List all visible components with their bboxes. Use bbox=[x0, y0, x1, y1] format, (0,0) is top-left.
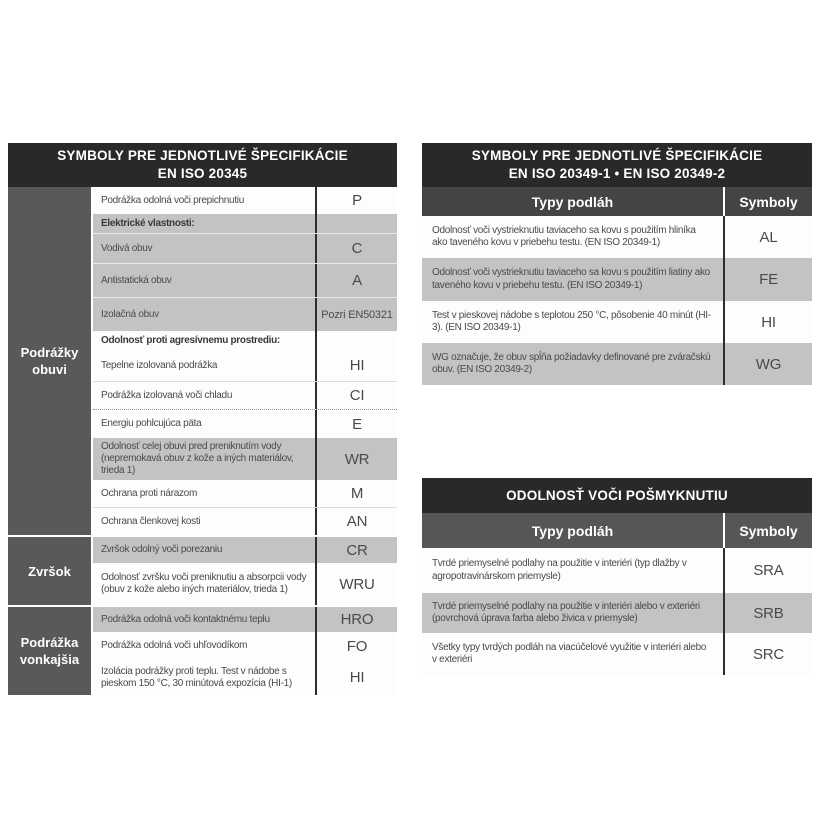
category-rows bbox=[93, 607, 397, 695]
table-row bbox=[422, 301, 812, 343]
spec-table-en-iso-20349 bbox=[422, 143, 812, 385]
column-header-floor-types: Typy podláh bbox=[531, 522, 614, 539]
table-row bbox=[422, 258, 812, 301]
table-row bbox=[93, 187, 397, 214]
row-symbol: SRB bbox=[723, 593, 812, 633]
rt1-rows bbox=[422, 216, 812, 385]
table-row bbox=[93, 480, 397, 508]
row-symbol: SRC bbox=[723, 633, 812, 675]
row-symbol bbox=[315, 214, 397, 233]
table-row bbox=[93, 214, 397, 234]
row-symbol: HI bbox=[315, 660, 397, 695]
table-title-line: SYMBOLY PRE JEDNOTLIVÉ ŠPECIFIKÁCIE bbox=[57, 148, 348, 163]
row-symbol: HI bbox=[723, 301, 812, 343]
table-row bbox=[422, 593, 812, 633]
row-symbol: Pozri EN50321 bbox=[315, 298, 397, 331]
row-symbol: FO bbox=[315, 632, 397, 660]
row-symbol: HI bbox=[315, 350, 397, 381]
table-row bbox=[422, 216, 812, 258]
row-description: Podrážka izolovaná voči chladu bbox=[101, 389, 233, 401]
row-description: Izolácia podrážky proti teplu. Test v nádobe s pieskom 150 °C, 30 minútová expozícia (HI-1) bbox=[101, 665, 292, 689]
table-row bbox=[93, 563, 397, 605]
table-row bbox=[93, 298, 397, 331]
row-description: Energiu pohlcujúca päta bbox=[101, 418, 202, 429]
table-row bbox=[93, 607, 397, 632]
row-description: Zvršok odolný voči porezaniu bbox=[101, 544, 223, 555]
row-symbol: P bbox=[315, 187, 397, 214]
row-symbol: A bbox=[315, 264, 397, 297]
slip-resistance-table bbox=[422, 478, 812, 675]
row-symbol: SRA bbox=[723, 548, 812, 593]
table-row bbox=[93, 537, 397, 563]
right-table-2-header bbox=[422, 478, 812, 513]
left-table-header bbox=[8, 143, 397, 187]
table-row bbox=[93, 508, 397, 535]
row-description: Elektrické vlastnosti: bbox=[101, 217, 195, 229]
column-header-symbols: Symboly bbox=[723, 513, 812, 548]
row-description: WG označuje, že obuv spĺňa požiadavky definované pre zváračskú obuv. (EN ISO 20349-2) bbox=[432, 351, 711, 375]
row-symbol: AL bbox=[723, 216, 812, 258]
row-symbol bbox=[315, 331, 397, 350]
row-description: Tepelne izolovaná podrážka bbox=[101, 359, 218, 371]
table-row bbox=[93, 234, 397, 264]
table-title-line: SYMBOLY PRE JEDNOTLIVÉ ŠPECIFIKÁCIE bbox=[471, 148, 763, 163]
row-description: Podrážka odolná voči uhľovodíkom bbox=[101, 640, 248, 651]
table-row bbox=[93, 660, 397, 695]
table-row bbox=[93, 382, 397, 410]
row-description: Podrážka odolná voči kontaktnému teplu bbox=[101, 613, 270, 625]
row-description: Odolnosť voči vystrieknutiu taviaceho sa kovu s použitím hliníka ako taveného kovu v priebehu testu. (EN ISO 20349-1) bbox=[432, 224, 696, 248]
row-symbol: C bbox=[315, 234, 397, 263]
table-row bbox=[93, 438, 397, 480]
row-description: Odolnosť celej obuvi pred preniknutím vody (nepremokavá obuv z kože a iných materiálov, trieda 1) bbox=[101, 441, 294, 476]
row-symbol: E bbox=[315, 410, 397, 438]
row-description: Test v pieskovej nádobe s teplotou 250 °C, pôsobenie 40 minút (HI-3). (EN ISO 20349-1) bbox=[432, 309, 711, 333]
table-row bbox=[93, 350, 397, 382]
row-description: Vodivá obuv bbox=[101, 242, 153, 254]
spec-table-en-iso-20345 bbox=[8, 143, 397, 695]
table-row bbox=[93, 331, 397, 350]
category-block bbox=[8, 187, 397, 535]
category-block bbox=[8, 535, 397, 605]
row-symbol: FE bbox=[723, 258, 812, 301]
category-rows bbox=[93, 187, 397, 535]
right-table-1-header bbox=[422, 143, 812, 187]
row-symbol: M bbox=[315, 480, 397, 507]
table-row bbox=[93, 264, 397, 298]
row-symbol: CR bbox=[315, 537, 397, 563]
row-symbol: WRU bbox=[315, 563, 397, 605]
row-description: Odolnosť voči vystrieknutiu taviaceho sa kovu s použitím liatiny ako taveného kovu v priebehu testu. (EN ISO 20349-1) bbox=[432, 267, 710, 291]
left-table-body bbox=[8, 187, 397, 695]
column-header-floor-types: Typy podláh bbox=[531, 193, 614, 210]
row-description: Tvrdé priemyselné podlahy na použitie v interiéri (typ dlažby v agropotravinárskom priemysle) bbox=[432, 558, 687, 582]
row-symbol: WR bbox=[315, 438, 397, 480]
row-symbol: WG bbox=[723, 343, 812, 385]
table-row bbox=[422, 633, 812, 675]
row-symbol: CI bbox=[315, 382, 397, 409]
table-row bbox=[93, 632, 397, 660]
row-description: Ochrana proti nárazom bbox=[101, 487, 197, 499]
table-title-line: EN ISO 20345 bbox=[157, 166, 248, 181]
table-row bbox=[422, 548, 812, 593]
row-description: Všetky typy tvrdých podláh na viacúčelové využitie v interiéri alebo v exteriéri bbox=[432, 641, 707, 665]
row-description: Tvrdé priemyselné podlahy na použitie v interiéri alebo v exteriéri (povrchová úprava farba alebo živica v priemysle) bbox=[432, 600, 700, 624]
column-header-symbols: Symboly bbox=[723, 187, 812, 216]
row-description: Antistatická obuv bbox=[101, 274, 172, 286]
category-cell: Zvršok bbox=[8, 537, 93, 605]
row-description: Podrážka odolná voči prepichnutiu bbox=[101, 194, 244, 206]
category-cell: Podrážky obuvi bbox=[8, 187, 93, 535]
right-table-2-column-headers bbox=[422, 513, 812, 548]
rt2-rows bbox=[422, 548, 812, 675]
category-rows bbox=[93, 537, 397, 605]
table-title-line: ODOLNOSŤ VOČI POŠMYKNUTIU bbox=[506, 487, 728, 503]
table-row bbox=[422, 343, 812, 385]
category-block bbox=[8, 605, 397, 695]
row-description: Odolnosť zvršku voči preniknutiu a absorpcii vody (obuv z kože alebo iných materiálov, trieda 1) bbox=[101, 572, 307, 595]
row-symbol: HRO bbox=[315, 607, 397, 632]
row-symbol: AN bbox=[315, 508, 397, 535]
row-description: Ochrana členkovej kosti bbox=[101, 515, 201, 527]
category-cell: Podrážka vonkajšia bbox=[8, 607, 93, 695]
table-row bbox=[93, 410, 397, 438]
right-table-1-column-headers bbox=[422, 187, 812, 216]
row-description: Izolačná obuv bbox=[101, 308, 159, 320]
table-title-line: EN ISO 20349-1 • EN ISO 20349-2 bbox=[508, 166, 726, 181]
row-description: Odolnosť proti agresívnemu prostrediu: bbox=[101, 334, 280, 346]
